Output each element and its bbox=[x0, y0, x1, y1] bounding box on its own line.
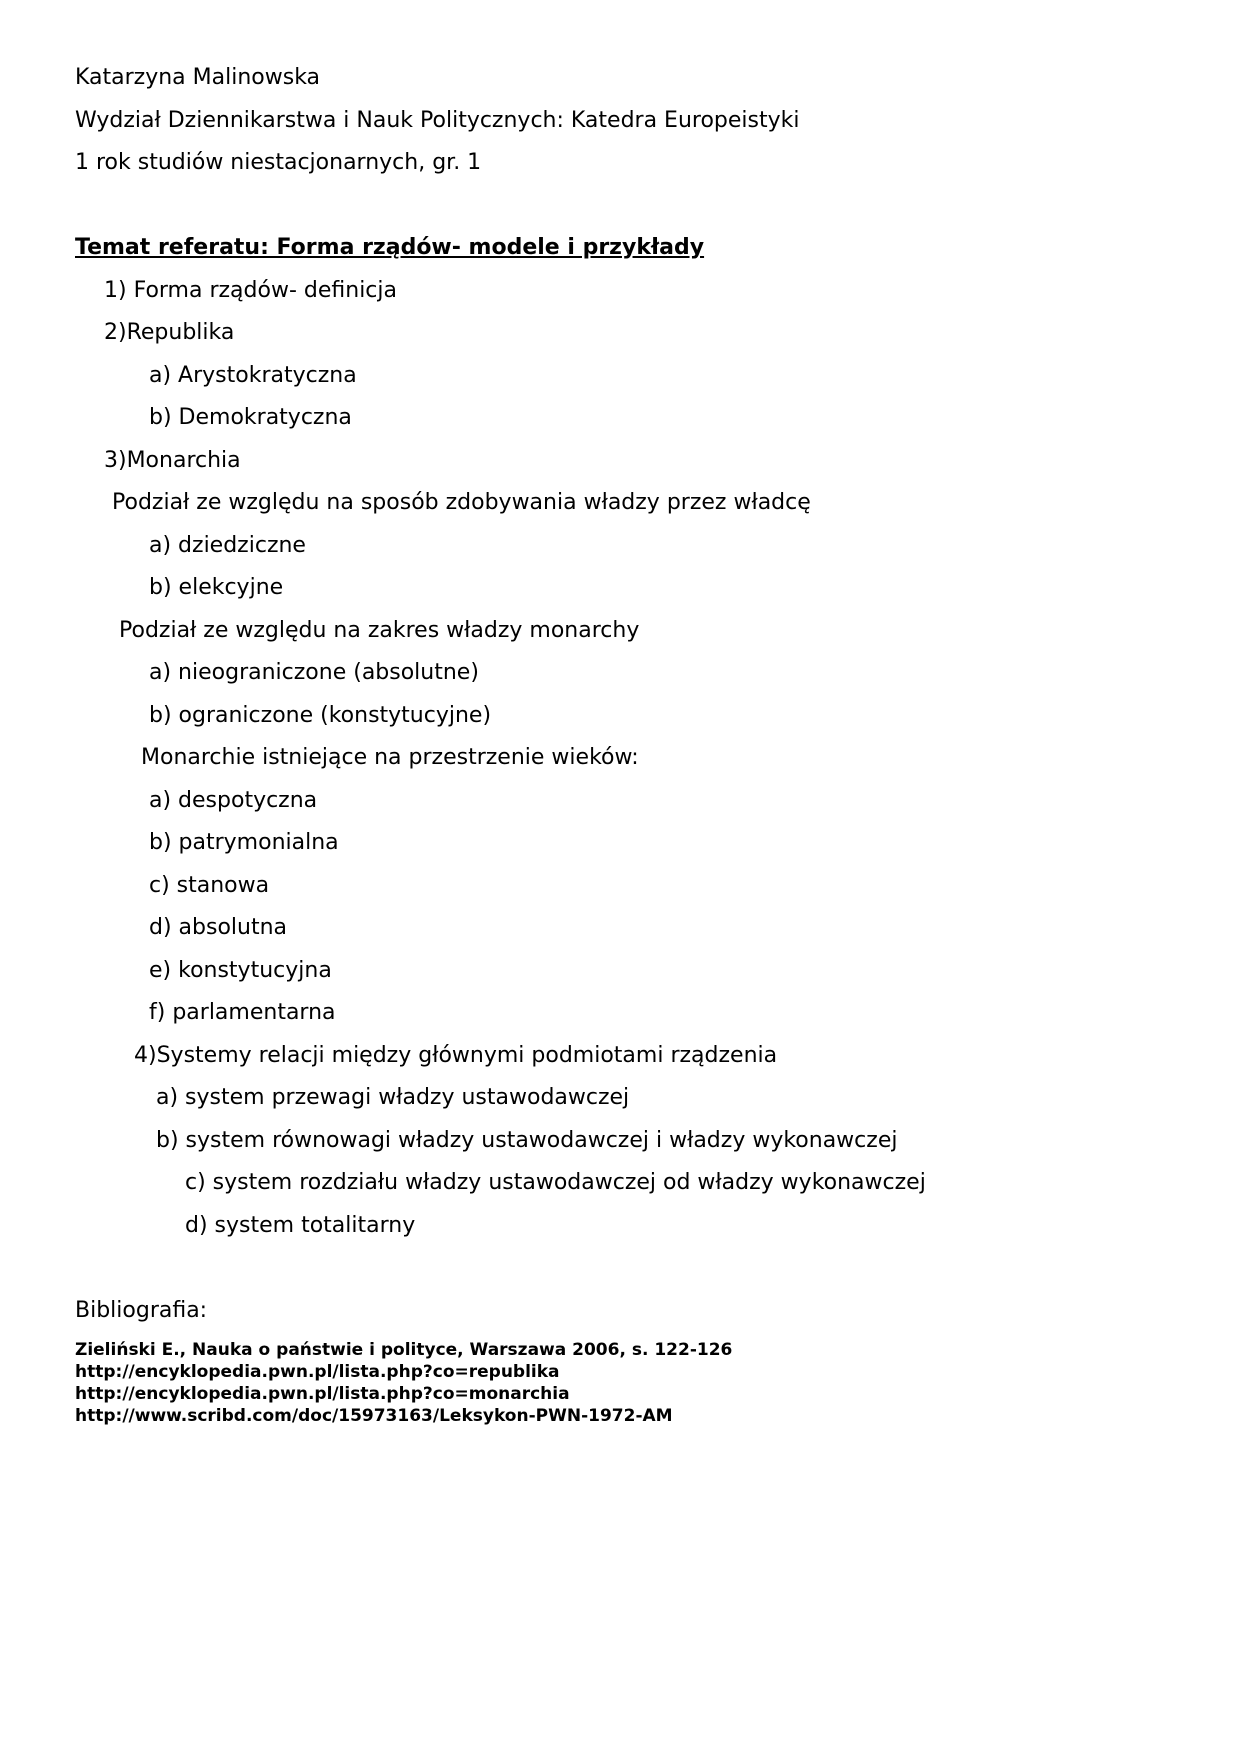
outline-item-acq-b: b) elekcyjne bbox=[149, 575, 284, 600]
subheading-historical: Monarchie istniejące na przestrzenie wieków: bbox=[141, 745, 639, 770]
outline-item-hist-a: a) despotyczna bbox=[149, 788, 318, 813]
outline-item-1: 1) Forma rządów- definicja bbox=[104, 278, 397, 303]
subheading-acquisition: Podział ze względu na sposób zdobywania władzy przez władcę bbox=[112, 490, 811, 515]
bibliography-entry: http://encyklopedia.pwn.pl/lista.php?co=republika bbox=[75, 1362, 560, 1382]
outline-item-4: 4)Systemy relacji między głównymi podmiotami rządzenia bbox=[134, 1043, 778, 1068]
outline-item-scope-b: b) ograniczone (konstytucyjne) bbox=[149, 703, 492, 728]
page-title: Temat referatu: Forma rządów- modele i przykłady bbox=[75, 235, 705, 260]
author-name: Katarzyna Malinowska bbox=[75, 65, 321, 90]
bibliography-entry: http://encyklopedia.pwn.pl/lista.php?co=monarchia bbox=[75, 1384, 570, 1404]
subheading-scope: Podział ze względu na zakres władzy monarchy bbox=[119, 618, 640, 643]
outline-item-2b: b) Demokratyczna bbox=[149, 405, 352, 430]
outline-item-hist-d: d) absolutna bbox=[149, 915, 288, 940]
bibliography-entry: http://www.scribd.com/doc/15973163/Leksykon-PWN-1972-AM bbox=[75, 1406, 673, 1426]
outline-item-4b: b) system równowagi władzy ustawodawczej i władzy wykonawczej bbox=[156, 1128, 898, 1153]
outline-item-acq-a: a) dziedziczne bbox=[149, 533, 306, 558]
outline-item-hist-b: b) patrymonialna bbox=[149, 830, 339, 855]
outline-item-3: 3)Monarchia bbox=[104, 448, 241, 473]
outline-item-hist-e: e) konstytucyjna bbox=[149, 958, 332, 983]
faculty-name: Wydział Dziennikarstwa i Nauk Politycznych: Katedra Europeistyki bbox=[75, 108, 800, 133]
outline-item-4d: d) system totalitarny bbox=[185, 1213, 416, 1238]
study-year: 1 rok studiów niestacjonarnych, gr. 1 bbox=[75, 150, 482, 175]
outline-item-hist-f: f) parlamentarna bbox=[149, 1000, 336, 1025]
outline-item-scope-a: a) nieograniczone (absolutne) bbox=[149, 660, 479, 685]
bibliography-entry: Zieliński E., Nauka o państwie i polityce, Warszawa 2006, s. 122-126 bbox=[75, 1340, 733, 1360]
outline-item-4c: c) system rozdziału władzy ustawodawczej od władzy wykonawczej bbox=[185, 1170, 926, 1195]
outline-item-2: 2)Republika bbox=[104, 320, 235, 345]
outline-item-2a: a) Arystokratyczna bbox=[149, 363, 357, 388]
bibliography-heading: Bibliografia: bbox=[75, 1298, 208, 1323]
outline-item-4a: a) system przewagi władzy ustawodawczej bbox=[156, 1085, 630, 1110]
outline-item-hist-c: c) stanowa bbox=[149, 873, 270, 898]
